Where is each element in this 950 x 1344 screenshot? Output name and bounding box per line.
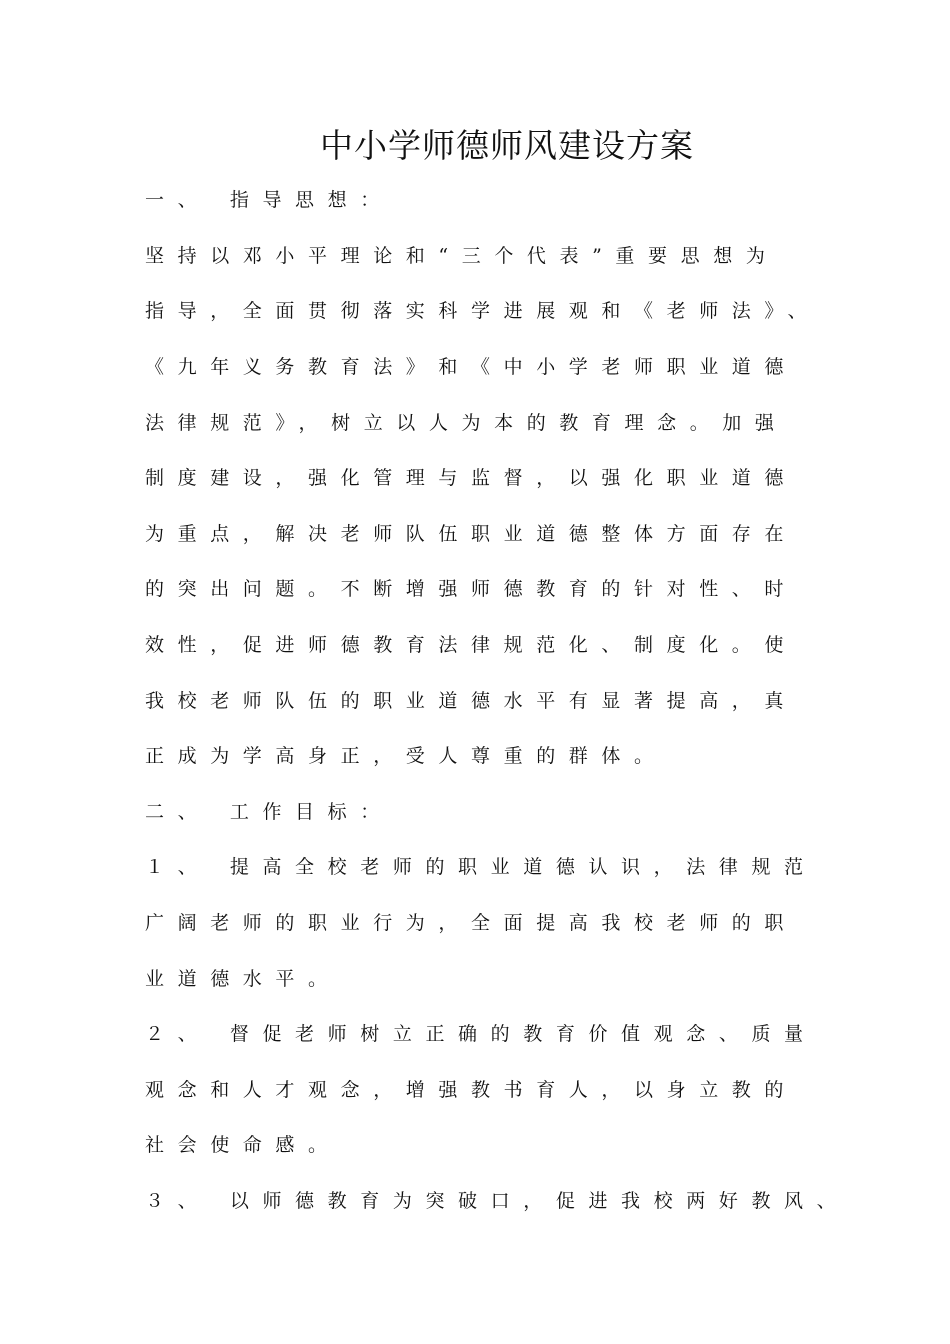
body-line: 坚持以邓小平理论和“三个代表”重要思想为 xyxy=(145,245,779,267)
body-line: 为重点，解决老师队伍职业道德整体方面存在 xyxy=(145,523,798,545)
body-line: １、 提高全校老师的职业道德认识，法律规范 xyxy=(145,856,817,878)
body-line: 社会使命感。 xyxy=(145,1134,341,1156)
body-line: 效性，促进师德教育法律规范化、制度化。使 xyxy=(145,634,798,656)
body-line: ２、 督促老师树立正确的教育价值观念、质量 xyxy=(145,1023,817,1045)
body-line: 指导，全面贯彻落实科学进展观和《老师法》、 xyxy=(145,300,821,322)
body-line: 观念和人才观念，增强教书育人，以身立教的 xyxy=(145,1079,798,1101)
body-line: 正成为学高身正，受人尊重的群体。 xyxy=(145,745,667,767)
body-line: 制度建设，强化管理与监督，以强化职业道德 xyxy=(145,467,798,489)
body-line: ３、 以师德教育为突破口，促进我校两好教风、 xyxy=(145,1190,850,1212)
section-heading-guiding-thought: 一、 指导思想： xyxy=(145,189,393,211)
body-line: 的突出问题。不断增强师德教育的针对性、时 xyxy=(145,578,798,600)
body-line: 《九年义务教育法》和《中小学老师职业道德 xyxy=(145,356,798,378)
body-line: 业道德水平。 xyxy=(145,968,341,990)
document-title: 中小学师德师风建设方案 xyxy=(320,126,694,165)
body-line: 我校老师队伍的职业道德水平有显著提高，真 xyxy=(145,690,798,712)
body-line: 广阔老师的职业行为，全面提高我校老师的职 xyxy=(145,912,798,934)
section-heading-work-goals: 二、 工作目标： xyxy=(145,801,393,823)
body-line: 法律规范》，树立以人为本的教育理念。加强 xyxy=(145,412,788,434)
